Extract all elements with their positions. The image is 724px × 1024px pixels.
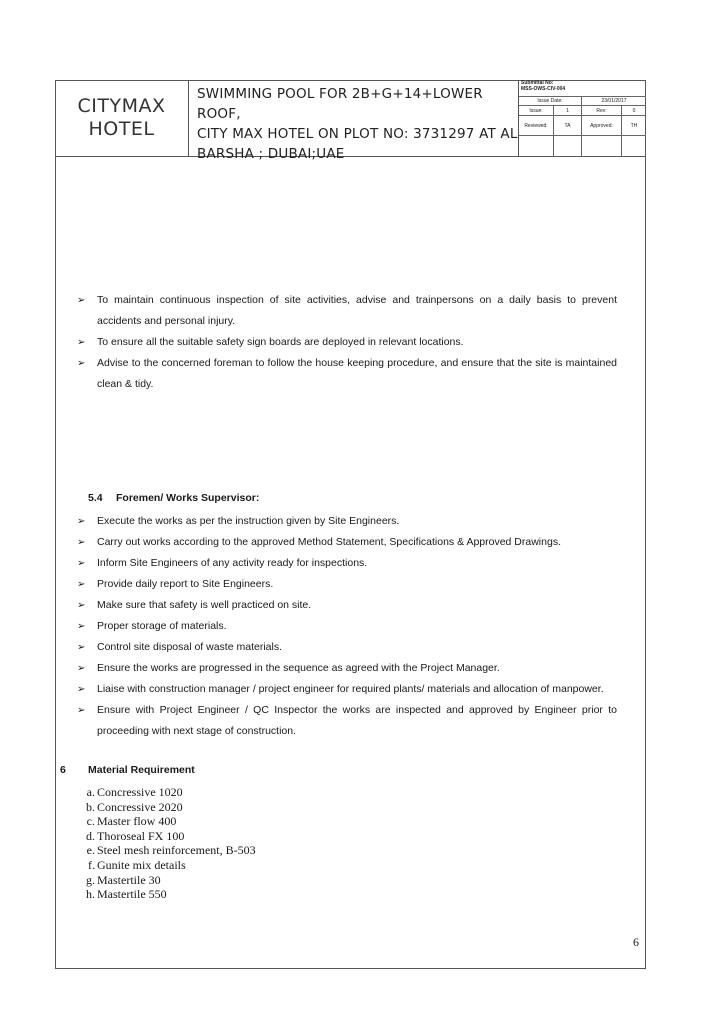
arrow-bullet-icon: ➢ bbox=[77, 663, 86, 674]
logo-line-2: HOTEL bbox=[88, 118, 155, 140]
list-item bbox=[77, 658, 617, 679]
issue-date-value: 23/01/2017 bbox=[601, 98, 627, 104]
logo-line-1: CITYMAX bbox=[77, 95, 166, 117]
list-item bbox=[77, 700, 617, 742]
list-letter: g. bbox=[86, 872, 95, 887]
list-item bbox=[77, 332, 617, 353]
list-item bbox=[77, 637, 617, 658]
list-item bbox=[77, 532, 617, 553]
material-list bbox=[78, 785, 256, 902]
list-item bbox=[77, 574, 617, 595]
list-letter: h. bbox=[86, 887, 95, 902]
list-item-text: Advise to the concerned foreman to follow the house keeping procedure, and ensure that the site is maintained clean & tidy. bbox=[97, 357, 617, 390]
rev-label: Rev: bbox=[582, 106, 622, 115]
title-line-3: BARSHA ; DUBAI;UAE bbox=[197, 146, 345, 162]
arrow-bullet-icon: ➢ bbox=[77, 642, 86, 653]
list-item-text: To maintain continuous inspection of site activities, advise and trainpersons on a daily basis to prevent accidents and personal injury. bbox=[97, 294, 617, 327]
list-item bbox=[78, 800, 256, 815]
submittal-label: Submittal No: bbox=[521, 80, 554, 86]
arrow-bullet-icon: ➢ bbox=[77, 600, 86, 611]
list-item bbox=[77, 616, 617, 637]
list-item-text: Thoroseal FX 100 bbox=[97, 828, 185, 843]
meta-blank-cell-1 bbox=[519, 136, 554, 157]
arrow-bullet-icon: ➢ bbox=[77, 621, 86, 632]
arrow-bullet-icon: ➢ bbox=[77, 537, 86, 548]
list-item bbox=[78, 785, 256, 800]
list-item bbox=[77, 511, 617, 532]
document-title bbox=[189, 80, 519, 162]
list-item bbox=[78, 887, 256, 902]
list-letter: d. bbox=[86, 828, 95, 843]
section-heading-5-4 bbox=[88, 492, 259, 504]
section-number: 5.4 bbox=[88, 492, 103, 504]
document-meta-table bbox=[519, 80, 646, 157]
list-item-text: Ensure with Project Engineer / QC Inspector the works are inspected and approved by Engineer prior to proceeding with next stage of construction. bbox=[97, 704, 617, 737]
list-item-text: Execute the works as per the instruction given by Site Engineers. bbox=[97, 515, 400, 527]
list-item-text: To ensure all the suitable safety sign boards are deployed in relevant locations. bbox=[97, 336, 464, 348]
approval-row bbox=[519, 116, 646, 136]
issue-date-label: Issue Date: bbox=[519, 97, 582, 105]
list-item bbox=[78, 814, 256, 829]
list-item-text: Control site disposal of waste materials. bbox=[97, 641, 282, 653]
submittal-row bbox=[519, 80, 646, 97]
issue-value: 1 bbox=[554, 106, 582, 115]
arrow-bullet-icon: ➢ bbox=[77, 516, 86, 527]
section-title: Material Requirement bbox=[88, 764, 195, 776]
list-item-text: Steel mesh reinforcement, B-503 bbox=[97, 843, 256, 858]
list-item-text: Master flow 400 bbox=[97, 814, 177, 829]
list-letter: f. bbox=[88, 857, 95, 872]
submittal-number: MSS-OWS-CIV-004 bbox=[521, 86, 566, 92]
approved-value: TH bbox=[630, 122, 638, 129]
list-item bbox=[78, 858, 256, 873]
arrow-bullet-icon: ➢ bbox=[77, 705, 86, 716]
arrow-bullet-icon: ➢ bbox=[77, 337, 86, 348]
arrow-bullet-icon: ➢ bbox=[77, 558, 86, 569]
issue-rev-row bbox=[519, 106, 646, 116]
issue-date-row bbox=[519, 97, 646, 106]
section-number: 6 bbox=[60, 764, 66, 776]
meta-blank-row bbox=[519, 136, 646, 157]
arrow-bullet-icon: ➢ bbox=[77, 579, 86, 590]
rev-value: 0 bbox=[632, 107, 636, 114]
issue-label: Issue: bbox=[519, 106, 554, 115]
list-item-text: Ensure the works are progressed in the sequence as agreed with the Project Manager. bbox=[97, 662, 500, 674]
list-letter: c. bbox=[86, 814, 95, 829]
list-letter: b. bbox=[86, 799, 95, 814]
title-line-1: SWIMMING POOL FOR 2B+G+14+LOWER ROOF, bbox=[197, 86, 483, 122]
section-heading-6 bbox=[60, 764, 195, 776]
list-item bbox=[78, 843, 256, 858]
list-item bbox=[77, 595, 617, 616]
arrow-bullet-icon: ➢ bbox=[77, 358, 86, 369]
arrow-bullet-icon: ➢ bbox=[77, 684, 86, 695]
list-item bbox=[77, 679, 617, 700]
reviewed-label: Reviewed: bbox=[519, 116, 554, 135]
list-item-text: Liaise with construction manager / project engineer for required plants/ materials and allocation of manpower. bbox=[97, 683, 604, 695]
arrow-bullet-icon: ➢ bbox=[77, 295, 86, 306]
page-number: 6 bbox=[633, 935, 639, 949]
duties-list-foremen bbox=[77, 511, 617, 742]
list-item-text: Provide daily report to Site Engineers. bbox=[97, 578, 274, 590]
meta-blank-cell-3 bbox=[582, 136, 622, 157]
list-item bbox=[77, 290, 617, 332]
approved-label: Approved: bbox=[582, 116, 622, 135]
list-item-text: Gunite mix details bbox=[97, 857, 186, 872]
list-item-text: Mastertile 550 bbox=[97, 887, 167, 902]
company-logo bbox=[55, 80, 189, 157]
list-item bbox=[77, 553, 617, 574]
list-item-text: Concressive 2020 bbox=[97, 799, 183, 814]
list-item bbox=[77, 353, 617, 395]
list-item-text: Concressive 1020 bbox=[97, 785, 183, 799]
section-title: Foremen/ Works Supervisor: bbox=[116, 492, 260, 504]
list-item-text: Mastertile 30 bbox=[97, 872, 161, 887]
meta-blank-cell-2 bbox=[554, 136, 582, 157]
title-line-2: CITY MAX HOTEL ON PLOT NO: 3731297 AT AL bbox=[197, 126, 518, 142]
list-letter: a. bbox=[86, 785, 95, 799]
list-item bbox=[78, 829, 256, 844]
reviewed-value: TA bbox=[554, 116, 582, 135]
list-item-text: Carry out works according to the approved Method Statement, Specifications & Approved Drawings. bbox=[97, 536, 561, 548]
list-item-text: Make sure that safety is well practiced on site. bbox=[97, 599, 312, 611]
list-letter: e. bbox=[86, 843, 95, 858]
list-item-text: Proper storage of materials. bbox=[97, 620, 227, 632]
list-item-text: Inform Site Engineers of any activity ready for inspections. bbox=[97, 557, 368, 569]
duties-list-top bbox=[77, 290, 617, 395]
list-item bbox=[78, 873, 256, 888]
